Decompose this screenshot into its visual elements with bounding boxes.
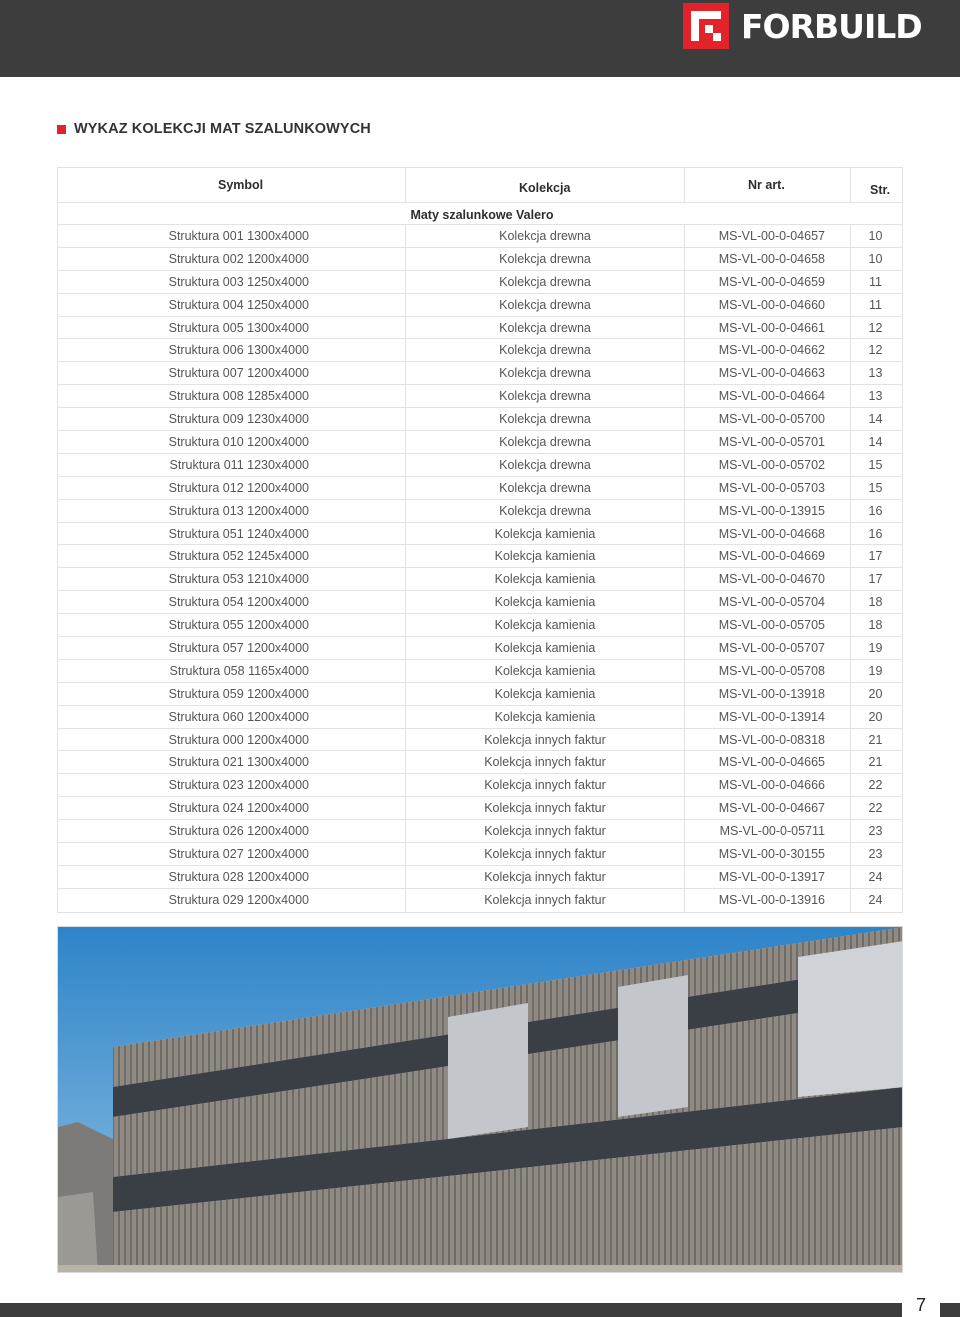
cell-kolekcja: Kolekcja drewna	[406, 317, 685, 339]
cell-kolekcja: Kolekcja drewna	[406, 339, 685, 361]
cell-nr-art: MS-VL-00-0-05705	[685, 614, 851, 636]
cell-symbol: Struktura 006 1300x4000	[58, 339, 406, 361]
cell-kolekcja: Kolekcja drewna	[406, 248, 685, 270]
building-facade-photo	[57, 926, 903, 1273]
cell-str: 14	[868, 434, 883, 449]
cell-symbol: Struktura 024 1200x4000	[58, 797, 406, 819]
cell-symbol: Struktura 001 1300x4000	[58, 225, 406, 247]
table-row	[58, 820, 902, 843]
cell-nr-art: MS-VL-00-0-13916	[685, 889, 851, 912]
cell-str: 10	[868, 228, 883, 243]
table-row	[58, 660, 902, 683]
table-row	[58, 797, 902, 820]
cell-symbol: Struktura 007 1200x4000	[58, 362, 406, 384]
cell-symbol: Struktura 027 1200x4000	[58, 843, 406, 865]
cell-nr-art: MS-VL-00-0-13914	[685, 706, 851, 728]
cell-nr-art: MS-VL-00-0-05708	[685, 660, 851, 682]
cell-nr-art: MS-VL-00-0-04667	[685, 797, 851, 819]
cell-str: 21	[868, 755, 883, 770]
cell-symbol: Struktura 004 1250x4000	[58, 294, 406, 316]
table-row	[58, 774, 902, 797]
cell-symbol: Struktura 009 1230x4000	[58, 408, 406, 430]
cell-kolekcja: Kolekcja kamienia	[406, 683, 685, 705]
cell-kolekcja: Kolekcja kamienia	[406, 637, 685, 659]
table-row	[58, 729, 902, 752]
cell-kolekcja: Kolekcja innych faktur	[406, 843, 685, 865]
cell-str: 23	[868, 846, 883, 861]
table-row	[58, 408, 902, 431]
group-title: Maty szalunkowe Valero	[410, 208, 554, 222]
cell-nr-art: MS-VL-00-0-13918	[685, 683, 851, 705]
table-header-row	[58, 168, 902, 203]
cell-nr-art: MS-VL-00-0-05702	[685, 454, 851, 476]
cell-symbol: Struktura 058 1165x4000	[58, 660, 406, 682]
cell-nr-art: MS-VL-00-0-05700	[685, 408, 851, 430]
table-row	[58, 889, 902, 912]
header-nr-art: Nr art.	[748, 178, 785, 192]
cell-str: 11	[869, 297, 882, 312]
cell-nr-art: MS-VL-00-0-04662	[685, 339, 851, 361]
cell-symbol: Struktura 023 1200x4000	[58, 774, 406, 796]
footer-bar	[0, 1303, 960, 1317]
cell-nr-art: MS-VL-00-0-05704	[685, 591, 851, 613]
cell-symbol: Struktura 029 1200x4000	[58, 889, 406, 912]
cell-symbol: Struktura 012 1200x4000	[58, 477, 406, 499]
cell-kolekcja: Kolekcja kamienia	[406, 706, 685, 728]
cell-kolekcja: Kolekcja innych faktur	[406, 889, 685, 912]
cell-str: 15	[868, 480, 883, 495]
table-row	[58, 523, 902, 546]
cell-kolekcja: Kolekcja drewna	[406, 477, 685, 499]
cell-symbol: Struktura 052 1245x4000	[58, 545, 406, 567]
cell-str: 14	[868, 412, 883, 427]
cell-str: 15	[868, 457, 883, 472]
cell-str: 10	[868, 251, 883, 266]
cell-symbol: Struktura 003 1250x4000	[58, 271, 406, 293]
cell-symbol: Struktura 059 1200x4000	[58, 683, 406, 705]
cell-str: 12	[868, 320, 883, 335]
cell-nr-art: MS-VL-00-0-04668	[685, 523, 851, 545]
brand-name: FORBUILD	[741, 6, 922, 46]
table-row	[58, 706, 902, 729]
cell-kolekcja: Kolekcja innych faktur	[406, 820, 685, 842]
table-row	[58, 545, 902, 568]
cell-nr-art: MS-VL-00-0-04666	[685, 774, 851, 796]
forbuild-logo-icon	[683, 3, 729, 49]
table-row	[58, 751, 902, 774]
cell-kolekcja: Kolekcja drewna	[406, 271, 685, 293]
cell-symbol: Struktura 005 1300x4000	[58, 317, 406, 339]
table-row	[58, 271, 902, 294]
cell-kolekcja: Kolekcja kamienia	[406, 545, 685, 567]
table-row	[58, 843, 902, 866]
cell-kolekcja: Kolekcja drewna	[406, 225, 685, 247]
cell-nr-art: MS-VL-00-0-04663	[685, 362, 851, 384]
header-kolekcja: Kolekcja	[519, 181, 571, 195]
header-str: Str.	[870, 183, 891, 197]
cell-str: 16	[868, 526, 883, 541]
cell-symbol: Struktura 000 1200x4000	[58, 729, 406, 751]
cell-symbol: Struktura 026 1200x4000	[58, 820, 406, 842]
cell-nr-art: MS-VL-00-0-04669	[685, 545, 851, 567]
table-row	[58, 477, 902, 500]
cell-nr-art: MS-VL-00-0-05707	[685, 637, 851, 659]
cell-nr-art: MS-VL-00-0-13915	[685, 500, 851, 522]
cell-str: 21	[868, 732, 883, 747]
cell-symbol: Struktura 011 1230x4000	[58, 454, 406, 476]
cell-str: 24	[868, 869, 883, 884]
red-square-bullet-icon	[57, 125, 66, 134]
cell-symbol: Struktura 051 1240x4000	[58, 523, 406, 545]
cell-nr-art: MS-VL-00-0-13917	[685, 866, 851, 888]
cell-symbol: Struktura 013 1200x4000	[58, 500, 406, 522]
header-symbol: Symbol	[218, 178, 264, 192]
header-cell-nr-art	[685, 168, 851, 203]
table-group-row	[58, 203, 902, 225]
cell-nr-art: MS-VL-00-0-05701	[685, 431, 851, 453]
cell-kolekcja: Kolekcja drewna	[406, 408, 685, 430]
cell-kolekcja: Kolekcja drewna	[406, 294, 685, 316]
header-cell-str	[851, 168, 902, 203]
cell-nr-art: MS-VL-00-0-04664	[685, 385, 851, 407]
cell-kolekcja: Kolekcja innych faktur	[406, 866, 685, 888]
cell-kolekcja: Kolekcja drewna	[406, 500, 685, 522]
collections-table	[57, 167, 903, 913]
cell-str: 20	[868, 686, 883, 701]
cell-nr-art: MS-VL-00-0-05703	[685, 477, 851, 499]
table-body	[58, 225, 902, 912]
cell-str: 19	[868, 663, 883, 678]
cell-nr-art: MS-VL-00-0-04657	[685, 225, 851, 247]
cell-nr-art: MS-VL-00-0-08318	[685, 729, 851, 751]
cell-nr-art: MS-VL-00-0-04660	[685, 294, 851, 316]
cell-str: 17	[868, 549, 883, 564]
cell-symbol: Struktura 010 1200x4000	[58, 431, 406, 453]
table-row	[58, 866, 902, 889]
cell-str: 13	[868, 366, 883, 381]
page-number-box	[902, 1291, 940, 1317]
cell-symbol: Struktura 054 1200x4000	[58, 591, 406, 613]
table-row	[58, 454, 902, 477]
cell-symbol: Struktura 002 1200x4000	[58, 248, 406, 270]
cell-kolekcja: Kolekcja kamienia	[406, 660, 685, 682]
cell-kolekcja: Kolekcja kamienia	[406, 568, 685, 590]
table-row	[58, 385, 902, 408]
cell-kolekcja: Kolekcja drewna	[406, 454, 685, 476]
forbuild-logo	[683, 3, 922, 49]
cell-nr-art: MS-VL-00-0-04665	[685, 751, 851, 773]
cell-kolekcja: Kolekcja innych faktur	[406, 797, 685, 819]
table-row	[58, 317, 902, 340]
table-row	[58, 225, 902, 248]
cell-str: 24	[868, 893, 883, 908]
cell-nr-art: MS-VL-00-0-30155	[685, 843, 851, 865]
cell-str: 12	[868, 343, 883, 358]
cell-str: 13	[868, 389, 883, 404]
cell-symbol: Struktura 055 1200x4000	[58, 614, 406, 636]
cell-str: 19	[868, 640, 883, 655]
cell-kolekcja: Kolekcja drewna	[406, 431, 685, 453]
cell-symbol: Struktura 008 1285x4000	[58, 385, 406, 407]
cell-kolekcja: Kolekcja kamienia	[406, 591, 685, 613]
cell-symbol: Struktura 053 1210x4000	[58, 568, 406, 590]
cell-str: 20	[868, 709, 883, 724]
cell-kolekcja: Kolekcja innych faktur	[406, 729, 685, 751]
facade-illustration	[58, 927, 903, 1273]
cell-str: 11	[869, 274, 882, 289]
header-cell-kolekcja	[406, 168, 685, 203]
cell-kolekcja: Kolekcja drewna	[406, 362, 685, 384]
header-cell-symbol	[58, 168, 406, 203]
cell-nr-art: MS-VL-00-0-04661	[685, 317, 851, 339]
table-row	[58, 500, 902, 523]
table-row	[58, 294, 902, 317]
cell-kolekcja: Kolekcja drewna	[406, 385, 685, 407]
cell-nr-art: MS-VL-00-0-04658	[685, 248, 851, 270]
cell-str: 18	[868, 618, 883, 633]
cell-kolekcja: Kolekcja innych faktur	[406, 751, 685, 773]
cell-nr-art: MS-VL-00-0-04659	[685, 271, 851, 293]
cell-str: 22	[868, 801, 883, 816]
cell-symbol: Struktura 021 1300x4000	[58, 751, 406, 773]
header-bar	[0, 0, 960, 77]
table-row	[58, 614, 902, 637]
table-row	[58, 591, 902, 614]
cell-nr-art: MS-VL-00-0-04670	[685, 568, 851, 590]
cell-symbol: Struktura 028 1200x4000	[58, 866, 406, 888]
table-row	[58, 248, 902, 271]
cell-kolekcja: Kolekcja kamienia	[406, 523, 685, 545]
table-row	[58, 568, 902, 591]
cell-kolekcja: Kolekcja kamienia	[406, 614, 685, 636]
cell-str: 18	[868, 595, 883, 610]
table-row	[58, 683, 902, 706]
cell-str: 16	[868, 503, 883, 518]
cell-nr-art: MS-VL-00-0-05711	[685, 820, 851, 842]
section-title: WYKAZ KOLEKCJI MAT SZALUNKOWYCH	[74, 121, 371, 137]
cell-symbol: Struktura 060 1200x4000	[58, 706, 406, 728]
cell-symbol: Struktura 057 1200x4000	[58, 637, 406, 659]
cell-str: 23	[868, 824, 883, 839]
table-row	[58, 362, 902, 385]
table-row	[58, 339, 902, 362]
cell-str: 17	[868, 572, 883, 587]
page-number: 7	[915, 1295, 926, 1315]
section-heading	[57, 121, 371, 137]
cell-kolekcja: Kolekcja innych faktur	[406, 774, 685, 796]
table-row	[58, 431, 902, 454]
table-row	[58, 637, 902, 660]
cell-str: 22	[868, 778, 883, 793]
